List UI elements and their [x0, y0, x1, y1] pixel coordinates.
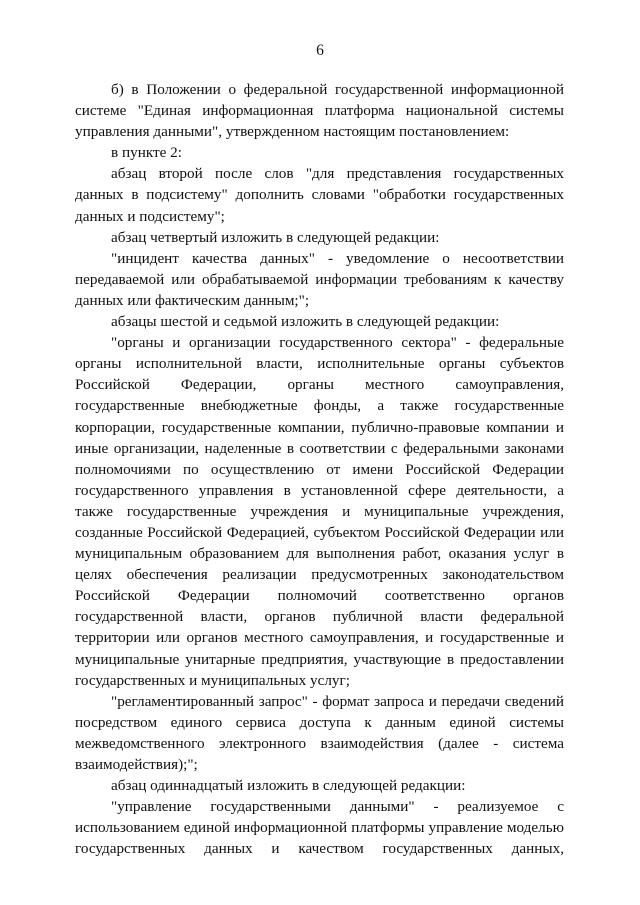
- paragraph-second-abzac: абзац второй после слов "для представления государственных данных в подсистему" дополнить словами "обработки государственных данных и подсистему";: [75, 165, 564, 225]
- paragraph-eleventh-abzac-intro: абзац одиннадцатый изложить в следующей редакции:: [111, 777, 466, 795]
- paragraph-public-sector-definition: "органы и организации государственного сектора" - федеральные органы исполнительной власти, исполнительные органы субъектов Российской Федерации, органы местного самоуправления, государственные внебюджетные фонды, а также государственные корпорации, государственные компании, публично-правовые компании и иные организации, наделенные в соответствии с федеральными законами полномочиями по осуществлению от имени Российской Федерации государственного управления в установленной сфере деятельности, а также государственные учреждения и муниципальные учреждения, созданные Российской Федерацией, субъектом Российской Федерации или муниципальным образованием для выполнения работ, оказания услуг в целях обеспечения реализации предусмотренных законодательством Российской Федерации полномочий соответственно органов государственной власти, органов публичной власти федеральной территории или органов местного самоуправления, и государственные и муниципальные унитарные предприятия, участвующие в предоставлении государственных и муниципальных услуг;: [75, 334, 564, 689]
- paragraph-fourth-abzac-intro: абзац четвертый изложить в следующей редакции:: [111, 228, 440, 246]
- paragraph-b-amendment: б) в Положении о федеральной государственной информационной системе "Единая информационная платформа национальной системы управления данными", утвержденном настоящим постановлением:: [75, 81, 564, 141]
- document-body: [75, 79, 564, 859]
- paragraph-quality-incident-definition: "инцидент качества данных" - уведомление о несоответствии передаваемой или обрабатываемой информации требованиям к качеству данных или фактическим данным;";: [75, 249, 564, 309]
- page-number: 6: [316, 42, 324, 59]
- paragraph-sixth-seventh-intro: абзацы шестой и седьмой изложить в следующей редакции:: [111, 313, 500, 331]
- paragraph-data-management-definition: "управление государственными данными" - реализуемое с использованием единой информационной платформы управление моделью государственных данных и качеством государственных данных,: [75, 798, 564, 858]
- paragraph-regulated-request-definition: "регламентированный запрос" - формат запроса и передачи сведений посредством единого сервиса доступа к данным единой системы межведомственного электронного взаимодействия (далее - система взаимодействия);";: [75, 692, 564, 773]
- paragraph-point-2: в пункте 2:: [111, 144, 182, 162]
